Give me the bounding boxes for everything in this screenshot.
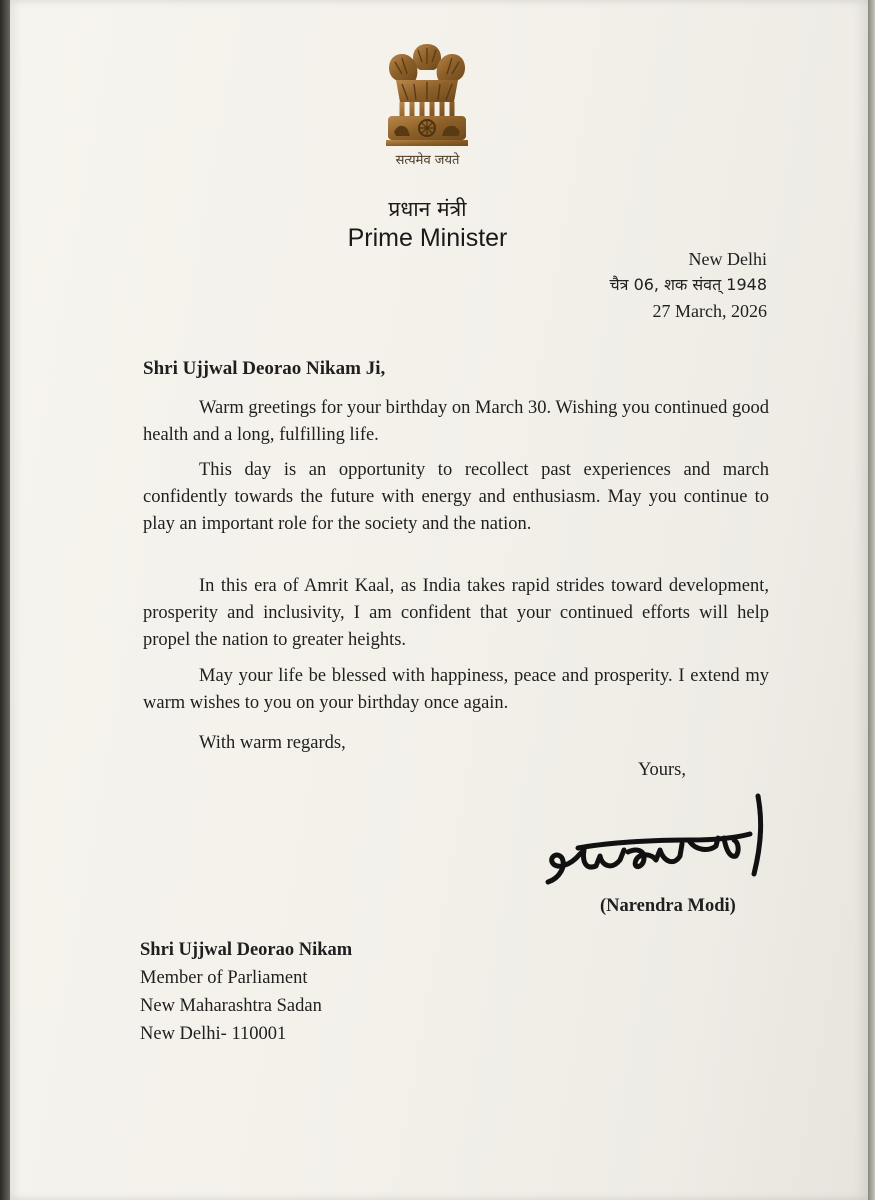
dateline-hindi-date: चैत्र 06, शक संवत् 1948 xyxy=(609,275,767,294)
dateline-place: New Delhi xyxy=(688,249,767,269)
paragraph-4: May your life be blessed with happiness, peace and prosperity. I extend my warm wishes to you on your birthday once again. xyxy=(143,666,769,713)
recipient-address-line1: New Maharashtra Sadan xyxy=(140,996,322,1016)
recipient-name: Shri Ujjwal Deorao Nikam xyxy=(140,940,353,960)
page-left-edge xyxy=(0,0,10,1200)
dateline-date: 27 March, 2026 xyxy=(652,301,767,321)
emblem-motto: सत्यमेव जयते xyxy=(395,153,460,168)
page-right-edge xyxy=(868,0,875,1200)
signer-name: (Narendra Modi) xyxy=(600,896,736,916)
recipient-designation: Member of Parliament xyxy=(140,968,308,988)
paragraph-2: This day is an opportunity to recollect past experiences and march confidently towards the future with energy and enthusiasm. May you continue to play an important role for the society and the nation. xyxy=(143,460,769,534)
salutation: Shri Ujjwal Deorao Nikam Ji, xyxy=(143,358,386,379)
signature xyxy=(540,790,775,895)
paragraph-1: Warm greetings for your birthday on March 30. Wishing you continued good health and a long, fulfilling life. xyxy=(143,398,769,445)
recipient-address xyxy=(140,936,352,1048)
paragraph-3: In this era of Amrit Kaal, as India takes rapid strides toward development, prosperity and inclusivity, I am confident that your continued efforts will help propel the nation to greater heights. xyxy=(143,576,769,650)
recipient-address-line2: New Delhi- 110001 xyxy=(140,1024,287,1044)
title-english: Prime Minister xyxy=(347,224,508,252)
complimentary-close: Yours, xyxy=(638,760,686,780)
title-hindi: प्रधान मंत्री xyxy=(388,197,467,221)
closing: With warm regards, xyxy=(199,733,346,753)
dateline xyxy=(610,246,768,324)
